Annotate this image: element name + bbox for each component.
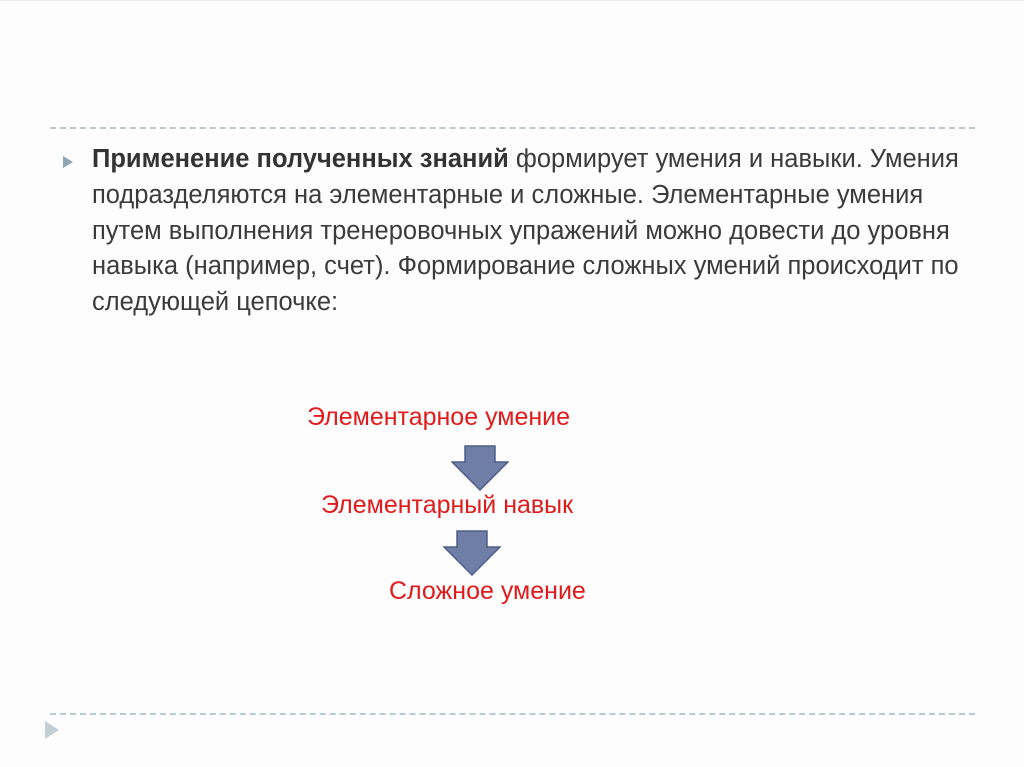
body-paragraph bbox=[92, 142, 972, 321]
paragraph-text: формирует умения и навыки. Умения подразделяются на элементарные и сложные. Элементарные умения путем выполнения тренеровочных упражений можно довести до уровня навыка (например, счет). Формирование сложных умений происходит по следующей цепочке: bbox=[92, 145, 959, 317]
flow-step-elementary-skill: Элементарное умение bbox=[307, 403, 571, 431]
down-arrow-icon bbox=[443, 530, 501, 576]
bottom-divider bbox=[50, 713, 975, 715]
flow-step-elementary-habit: Элементарный навык bbox=[321, 491, 574, 519]
top-divider bbox=[50, 127, 975, 129]
flow-step-complex-skill: Сложное умение bbox=[389, 577, 586, 605]
triangle-marker-icon bbox=[43, 719, 61, 741]
triangle-bullet-icon bbox=[62, 155, 74, 169]
bold-lead: Применение полученных знаний bbox=[92, 145, 509, 173]
down-arrow-icon bbox=[451, 445, 509, 491]
